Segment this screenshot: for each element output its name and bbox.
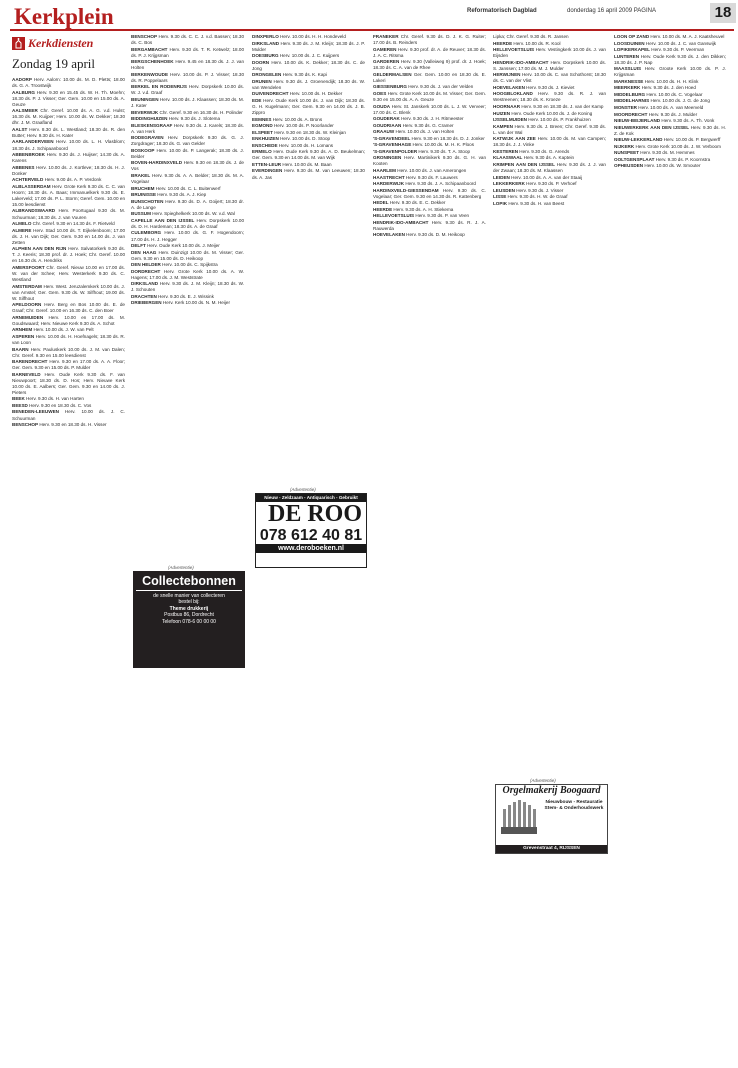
church-listing: DINXPERLO Herv. 10.00 ds. H. H. Hondeveld	[252, 34, 346, 39]
church-listing: HOOGBLOKLAND Herv. 9.30 ds. R. J. van Westreenen; 18.30 ds. K. Kroeze	[493, 91, 606, 103]
church-listing: ELSPEET Herv. 9.30 en 18.30 ds. W. Kleinjan	[252, 129, 346, 135]
church-listing: HENDRIK-IDO-AMBACHT Herv. Dorpskerk 10.00 ds. S. Janssen; 17.00 ds. M. J. Mulder	[493, 59, 606, 71]
church-listing: ETTEN-LEUR Herv. 10.00 ds. M. Baan	[252, 161, 332, 167]
church-listing: DRACHTEN Herv. 9.30 ds. E. J. Wissink	[131, 293, 214, 299]
church-listing: ALBLASSERDAM Herv. Grote Kerk 9.30 ds. C. C. van Hoorn; 18.30 ds. A. Baas; Immanuelkerk 9.30 ds. E. Lakerveld; 17.00 ds. P. L. Storm; Geref. Gem. 10.00 en 15.00 leesdienst	[12, 183, 125, 207]
church-listing: MONSTER Herv. 10.00 ds. A. van Meerveld	[614, 105, 704, 111]
church-listing: BRAKEL Herv. 9.30 ds. A. A. Belder; 18.30 ds. M. A. Vogelaar	[131, 173, 244, 185]
deroo-ad[interactable]	[255, 493, 367, 568]
church-listing: AALSMEER Chr. Geref. 10.00 ds. A. G. v.d. Hulst; 16.30 ds. M. Kuijper; Herv. 10.00 ds. W. Dekker; 18.30 dhr. J. M. Graafland	[12, 108, 125, 126]
listing-column-6	[614, 34, 726, 1057]
church-listing: GOUDRIAAN Herv. 9.30 ds. G. Cramer	[373, 122, 454, 128]
collecte-line: Telefoon 078-6 00 00 00	[162, 618, 216, 625]
deroo-website[interactable]: www.deroboeken.nl	[256, 544, 366, 553]
church-listing: AADORP Herv. Aalorn: 10.00 ds. M. D. Pletts; 18.00 ds. G. A. Troostwijk	[12, 77, 125, 89]
church-listing: EEMNES Herv. 10.00 ds. A. Brons	[252, 116, 323, 122]
church-listing: CULEMBORG Herv. 10.00 ds. G. F. Hogendoorn; 17.00 ds. H. J. Hegger	[131, 230, 244, 242]
church-listing: NIEUW-BEIJERLAND Herv. 9.30 ds. A. Th. Vonk	[614, 118, 715, 124]
church-listing: HARDINXVELD-GIESSENDAM Herv. 9.30 ds. C. Vogelaar; Ger. Gem. 9.30 en 14.30 ds. R. Kattenberg	[373, 187, 486, 199]
church-listing: BOVEN-HARDINXVELD Herv. 9.30 en 18.30 ds. J. de Vos	[131, 160, 244, 172]
church-listing: KRIMPEN AAN DEN IJSSEL Herv. 9.30 ds. J. J. van der Zwaan; 18.30 ds. M. Klaassen	[493, 161, 606, 173]
service-day: Zondag 19 april	[12, 56, 96, 71]
church-listing: ACHTERVELD Herv. 9.00 ds. A. P. Verdonk	[12, 177, 102, 183]
orgel-service-line: Nieuwbouw - Restauratie	[545, 800, 603, 805]
orgel-services	[542, 800, 606, 812]
church-listing: AMSTERDAM Herv. West. Jeruzalemkerk 10.00 ds. J. van Amstel; Ger. Gem. 9.30 ds. W. Silfhout; 19.00 ds. W. Silfhout	[12, 283, 125, 301]
listing-column-5	[493, 34, 606, 1057]
collecte-line: Postbus 86, Dordrecht	[164, 612, 214, 619]
church-listing: BARNEVELD Herv. Oude Kerk 9.30 ds. F. van Nieuwpoort; 18.30 ds. D. Hos; Herv. Nieuwe Kerk 10.00 ds. E. Aalbers; Ger. Gem. 9.30 en 14.00 ds. J. Pieters	[12, 371, 125, 395]
church-listing: 'S-GRAVENHAGE Herv. 10.00 ds. M. H. K. Ploos	[373, 142, 475, 148]
church-listing: BUNSCHOTEN Herv. 9.30 ds. D. A. Goijert; 18.30 dr. A. de Lange	[131, 198, 244, 210]
church-listing: DRIEBERGEN Herv. Kerk 10.00 ds. N. M. Heijer	[131, 300, 230, 306]
church-listing: ARNHEM Herv. 10.00 ds. J. W. van Pelt	[12, 327, 94, 333]
church-listing: ENKHUIZEN Herv. 10.00 ds. D. Stoop	[252, 136, 331, 142]
section-badge-label: Kerkdiensten	[28, 36, 94, 50]
church-listing: BEEK Herv. 9.30 ds. H. van Harten	[12, 396, 84, 402]
church-listing: EGMOND Herv. 10.00 ds. P. Noorlander	[252, 123, 334, 129]
listing-column-1	[12, 77, 125, 1057]
church-listing: LOOSDUINEN Herv. 10.00 ds. J. C. van Ganswijk	[614, 40, 717, 46]
church-listing: BERGSCHENHOEK Herv. 9.45 en 18.30 ds. J. J. van Holten	[131, 59, 244, 71]
church-listing: HAARLEM Herv. 10.00 ds. J. van Amerongen	[373, 167, 467, 173]
ad-label: (Advertentie)	[290, 487, 316, 492]
church-listing: LOPIK Herv. 9.30 ds. H. van Beest	[493, 200, 565, 206]
church-listing: EVERDINGEN Herv. 9.30 ds. M. van Leeuwen; 18.30 ds. A. Jas	[252, 168, 365, 180]
collecte-line: de snelle manier van collecteren	[153, 593, 225, 599]
church-listing: HUIZEN Herv. Oude Kerk 10.00 ds. J. de Koning	[493, 110, 593, 116]
church-listing: GIESSENBURG Herv. 9.30 ds. J. van der Velden	[373, 84, 474, 90]
church-listing: AMERSFOORT Chr. Geref. Nieuw 10.00 en 17.00 ds. W. van der Schee; Herv. Westerkerk 9.30 ds. C. Westland	[12, 264, 125, 282]
church-listing: DEN HELDER Herv. 10.00 ds. C. Spijkstra	[131, 262, 218, 268]
church-listing: GAMEREN Herv. 9.30 prof. dr. A. de Reuver; 18.30 ds. J. A. C. Ritsma	[373, 46, 486, 58]
church-listing: ABBENES Herv. 10.00 ds. J. Kortleve; 18.30 ds. H. J. Donker	[12, 164, 125, 176]
church-listing: GRAAUW Herv. 10.00 ds. J. van Holten	[373, 129, 455, 135]
collecte-line: Theme drukkerij	[169, 605, 209, 612]
church-listing: FRANEKER Chr. Geref. 9.30 ds. D. J. K. G. Ruiter; 17.00 ds. B. Reinders	[373, 34, 486, 46]
orgel-ad[interactable]	[495, 784, 608, 854]
church-listing: MAASSLUIS Herv. Groote Kerk 10.00 ds. P. J. Krijgsman	[614, 66, 726, 78]
church-listing: BEUNINGEN Herv. 10.00 ds. J. Klaassen; 18.30 ds. M. J. Kater	[131, 96, 244, 109]
church-listing: HEERDE Herv. 9.30 ds. A. H. Stiekema	[373, 206, 454, 212]
church-listing: BENSCHOP Herv. 9.30 ds. C. C. J. v.d. Bassen; 18.30 ds. C. Bos	[131, 34, 244, 46]
church-listing: KAMPEN Herv. 9.30 ds. J. Breen; Chr. Geref. 9.30 ds. L. van der Wal	[493, 123, 606, 135]
church-listing: BEVERWIJK Chr. Geref. 9.30 en 16.30 ds. H. Polinder	[131, 109, 243, 115]
church-listing: LEIDEN Herv. 10.00 ds. A. A. van der Staaij	[493, 174, 583, 180]
church-listing: DUIVENDRECHT Herv. 10.00 ds. H. Dekker	[252, 91, 343, 97]
church-listing: AARLANDERVEEN Herv. 10.00 ds. L. H. Vlasblom; 18.30 ds. J. Schipaanboord	[12, 139, 125, 151]
church-listing: BRUINISSE Herv. 9.30 ds. A. J. Kiep	[131, 192, 207, 198]
church-listing: HOEVELAKEN Herv. 9.30 ds. D. M. Heikoop	[373, 232, 465, 238]
church-listing: DRUNEN Herv. 9.30 ds. J. Groenendijk; 18.30 ds. W. van Wendelen	[252, 78, 365, 90]
orgel-address: Grevenstraat 4, RIJSSEN	[496, 845, 607, 853]
church-listing: GARDEREN Herv. 9.30 (Valleiweg 9) prof. dr. J. Hoek; 18.30 ds. C. A. van de Rhee	[373, 59, 486, 71]
church-listing: LOON OP ZAND Herv. 10.00 ds. M. A. J. Kaatsheuvel	[614, 34, 725, 39]
church-listing: BAARN Herv. Pauluskerk 10.00 ds. J. M. van Dalen; Chr. Geref. 9.30 en 15.00 leesdienst	[12, 346, 125, 358]
section-badge	[12, 36, 102, 51]
church-listing: MIDDELHARNIS Herv. 10.00 ds. J. G. de Jong	[614, 98, 710, 104]
church-listing: BARENDRECHT Herv. 9.30 en 17.00 ds. A. A. Floor; Ger. Gem. 9.30 en 15.00 ds. P. Mulder	[12, 359, 125, 371]
collecte-line: bestel bij:	[178, 599, 200, 606]
church-listing: NIEUWERKERK AAN DEN IJSSEL Herv. 9.30 ds. H. Z. de Kok	[614, 124, 726, 136]
collecte-title: Collectebonnen	[136, 574, 242, 591]
church-listing: AALST Herv. 8.30 ds. L. Westland; 18.30 ds. R. den Butter; Herv. 9.30 ds. H. Kater	[12, 126, 125, 138]
church-listing: GOUDERAK Herv. 9.30 ds. J. H. Ritmeester	[373, 116, 464, 122]
church-listing: BENEDEN-LEEUWEN Herv. 10.00 ds. J. C. Schuurman	[12, 409, 125, 421]
church-listing: BUSSUM Herv. Spieghelkerk 10.00 ds. W. v.d. Wal	[131, 211, 235, 217]
church-icon	[12, 37, 25, 50]
church-listing: BIDDINGHUIZEN Herv. 9.30 ds. J. Slotema	[131, 116, 221, 122]
church-listing: DORDRECHT Herv. Grote Kerk 10.00 ds. A. W. Hagens; 17.00 ds. J. M. Weststrate	[131, 268, 244, 280]
church-listing: BLESKENSGRAAF Herv. 9.30 ds. J. Karels; 18.30 ds. A. van Herk	[131, 122, 244, 134]
church-listing: NIEUW-LEKKERLAND Herv. 10.00 ds. P. Bergwerff	[614, 137, 721, 143]
church-listing: 'S-GRAVENDEEL Herv. 9.30 en 18.30 ds. D. J. Jonker	[373, 135, 485, 141]
church-listing: Lipka; Chr. Geref. 9.30 ds. R. Jansen	[493, 34, 569, 39]
church-listing: LUNTEREN Herv. Oude Kerk 9.30 ds. J. den Dikken; 18.30 ds. J. P. Nap	[614, 53, 726, 65]
ad-label: (Advertentie)	[168, 565, 194, 570]
church-listing: MEERKERK Herv. 9.30 ds. J. den Hoed	[614, 85, 696, 91]
church-listing: LOPIKERKAPEL Herv. 9.30 ds. P. Veerman	[614, 47, 705, 53]
church-listing: DOORN Herv. 10.00 ds. K. Dekker; 18.30 ds. C. de Jong	[252, 59, 365, 71]
deroo-phone: 078 612 40 81	[259, 526, 363, 544]
church-listing: HEDEL Herv. 9.30 ds. E. C. Dekker	[373, 200, 446, 206]
church-listing: HOORNAAR Herv. 9.30 en 18.30 ds. J. van der Kamp	[493, 104, 604, 110]
church-listing: KATWIJK AAN ZEE Herv. 10.00 ds. M. van Campen; 18.30 ds. J. J. Vinke	[493, 136, 606, 148]
church-listing: GRONINGEN Herv. Martinikerk 9.30 ds. G. H. van Kooten	[373, 155, 486, 167]
church-listing: ALMERE Herv. Stad 10.00 ds. T. Eijkelenboom; 17.00 ds. J. H. van Dijk; Ger. Gem. 9.30 en 14.00 ds. J. van Zetten	[12, 227, 125, 245]
church-listing: LEUSDEN Herv. 9.30 ds. J. Visser	[493, 187, 564, 193]
church-listing: ENSCHEDE Herv. 10.00 ds. H. Lomans	[252, 142, 334, 148]
church-listing: ASPEREN Herv. 10.00 ds. H. Hoefnagels; 18.30 ds. R. van Loon	[12, 333, 125, 345]
newspaper-name: Reformatorisch Dagblad	[467, 8, 537, 14]
church-listing: ABBENBROEK Herv. 9.30 ds. J. Huijser; 14.30 ds. A. Karens	[12, 152, 125, 164]
church-listing: DIRKSLAND Herv. 9.30 ds. J. M. Kleijn; 18.30 ds. W. J. Schouten	[131, 281, 244, 293]
church-listing: MOORDRECHT Herv. 9.30 ds. J. Mulder	[614, 111, 698, 117]
church-listing: GOES Herv. Grote Kerk 10.00 ds. M. Visser; Ger. Gem. 9.30 en 15.00 ds. A. A. Geuze	[373, 90, 486, 102]
church-listing: HELLEVOETSLUIS Herv. 9.30 ds. P. van Veen	[373, 213, 470, 219]
church-listing: HELLEVOETSLUIS Herv. Vestingkerk 10.00 ds. J. van Eijsden	[493, 47, 606, 59]
church-listing: NUNSPEET Herv. 9.30 ds. M. Hemmes	[614, 150, 695, 156]
church-listing: DRONGELEN Herv. 9.30 ds. K. Kapi	[252, 72, 327, 78]
church-listing: DELFT Herv. Oude Kerk 10.00 ds. J. Meijer	[131, 243, 220, 249]
church-listing: CAPELLE AAN DEN IJSSEL Herv. Dorpskerk 10.00 ds. D. H. Hardeman; 18.30 ds. A. de Graaf	[131, 217, 244, 229]
church-listing: GELDERMALSEN Ger. Gem. 10.00 en 18.30 ds. E. Lakeri	[373, 71, 486, 83]
church-listing: BEESD Herv. 9.30 en 18.30 ds. C. Vos	[12, 402, 92, 408]
church-listing: ERMELO Herv. Oude Kerk 9.30 ds. A. D. Beukelman; Ger. Gem. 9.30 en 14.00 ds. M. van Wijk	[252, 149, 365, 161]
church-listing: HOEVELAKEN Herv. 9.30 ds. J. Kieviet	[493, 84, 575, 90]
church-listing: BODEGRAVEN Herv. Dorpskerk 9.30 ds. G. J. Zorgdrager; 18.30 ds. G. van Gelder	[131, 135, 244, 147]
organ-icon	[499, 799, 539, 835]
church-listing: DIRKSLAND Herv. 9.30 ds. J. M. Kleijn; 18.30 ds. J. P. Mulder	[252, 40, 365, 52]
church-listing: HEERDE Herv. 10.00 ds. R. Kool	[493, 40, 561, 46]
church-listing: GOUDA Herv. St. Janskerk 10.00 ds. L. J. W. Verveer; 17.00 ds. C. Blenk	[373, 103, 486, 115]
church-listing: DOESBURG Herv. 10.00 ds. J. C. Kuijpers	[252, 53, 340, 59]
page-header	[0, 0, 738, 34]
ad-label: (Advertentie)	[530, 778, 556, 783]
church-listing: MARKNESSE Herv. 10.00 ds. H. H. Klink	[614, 78, 699, 84]
page-number: 18	[710, 3, 736, 23]
orgel-name: Orgelmakerij Boogaard	[502, 785, 601, 796]
church-listing: BENSCHOP Herv. 9.30 en 18.30 ds. H. Visser	[12, 422, 107, 428]
church-listing: LISSE Herv. 9.30 ds. H. W. de Graaf	[493, 194, 568, 200]
church-listing: ALBRANDSWAARD Herv. Poortugaal 9.30 ds. M. Schuurman; 18.30 ds. J. van Vuuren	[12, 208, 125, 220]
church-listing: ALPHEN AAN DEN RIJN Herv. Salvatorkerk 9.30 ds. T. J. Keeris; 18.30 prof. dr. J. Hoek; Chr. Geref. 10.00 en 16.30 ds. A. Hendriks	[12, 246, 125, 264]
church-listing: NIJKERK Herv. Grote Kerk 10.00 ds. J. W. Verboom	[614, 143, 721, 149]
church-listing: DEN HAAG Herv. Duinzigt 10.00 ds. M. Visser; Ger. Gem. 9.30 en 15.00 ds. D. Heikoop	[131, 249, 244, 261]
church-listing: HENDRIK-IDO-AMBACHT Herv. 9.30 ds. R. J. A. Rauwerda	[373, 219, 486, 231]
church-listing: KLAASWAAL Herv. 9.30 ds. A. Kaptein	[493, 155, 575, 161]
church-listing: LEKKERKERK Herv. 9.30 ds. P. Verhoef	[493, 181, 577, 187]
header-rule	[10, 29, 734, 31]
church-listing: BERKENWOUDE Herv. 10.00 ds. P. J. Visser; 18.30 ds. R. Poppelaars	[131, 71, 244, 83]
church-listing: MIDDELBURG Herv. 10.00 ds. C. Vogelaar	[614, 91, 703, 97]
church-listing: 'S-GRAVENPOLDER Herv. 9.30 ds. T. A. Stoop	[373, 148, 471, 154]
church-listing: HAASTRECHT Herv. 9.30 ds. F. Lauwers	[373, 174, 458, 180]
church-listing: APELDOORN Herv. Berg en Bos 10.00 ds. E. de Graaf; Chr. Geref. 10.00 en 16.30 ds. C. den Boer	[12, 302, 125, 314]
page-title: Kerkplein	[14, 4, 114, 29]
church-listing: BERKEL EN RODENRIJS Herv. Dorpskerk 10.00 ds. W. J. v.d. Graaf	[131, 84, 244, 96]
church-listing: BOSKOOP Herv. 10.00 ds. P. Langerak; 18.30 ds. J. Belder	[131, 147, 244, 159]
collecte-ad[interactable]	[133, 571, 245, 668]
church-listing: KESTEREN Herv. 9.30 ds. G. Arends	[493, 148, 570, 154]
church-listing: ARNEMUIDEN Herv. 10.00 en 17.00 ds. M. Goudswaard; Herv. Nieuwe Kerk 9.30 ds. A. Schot	[12, 314, 125, 326]
church-listing: HERWIJNEN Herv. 10.00 ds. C. van Schothorst; 18.30 ds. C. van der Vlist	[493, 72, 606, 84]
church-listing: ALMELO Chr. Geref. 9.30 en 14.30 ds. F. Rietveld	[12, 221, 115, 227]
church-listing: OPHEUSDEN Herv. 10.00 ds. W. Smouter	[614, 163, 701, 169]
church-listing: AALBURG Herv. 9.30 en 15.45 ds. W. H. Th. Moehn; 18.30 ds. P. J. Visser; Ger. Gem. 10.00 en 15.00 ds. A. Geuze	[12, 89, 125, 107]
church-listing: BERGAMBACHT Herv. 9.30 ds. T. R. Ketwelz; 18.00 ds. P. J. Krijgsman	[131, 46, 244, 58]
church-listing: EDE Herv. Oude Kerk 10.00 ds. J. van Dijk; 18.30 ds. G. H. Kugelmann; Ger. Gem. 9.30 en 14.00 ds. J. B. Zippro	[252, 97, 365, 116]
issue-date: donderdag 16 april 2009 PAGINA	[567, 8, 656, 14]
orgel-service-line: Stem- & Onderhoudswerk	[544, 806, 604, 811]
church-listing: IJSSELMUIDEN Herv. 10.00 ds. P. Frankhuizen	[493, 117, 591, 123]
deroo-name: DE ROO	[267, 500, 362, 527]
deroo-tagline: Nieuw - Zeldzaam - Antiquarisch - Gebruikt	[256, 494, 366, 502]
listing-column-4	[373, 34, 486, 1057]
listing-column-2	[131, 34, 244, 1057]
church-listing: BRUCHEM Herv. 10.00 ds. C. L. Buitenwerf	[131, 185, 221, 191]
church-listing: HARDERWIJK Herv. 9.30 ds. J. A. Schipaanboord	[373, 181, 476, 187]
church-listing: OOLTGENSPLAAT Herv. 9.30 ds. P. Koornstra	[614, 156, 711, 162]
